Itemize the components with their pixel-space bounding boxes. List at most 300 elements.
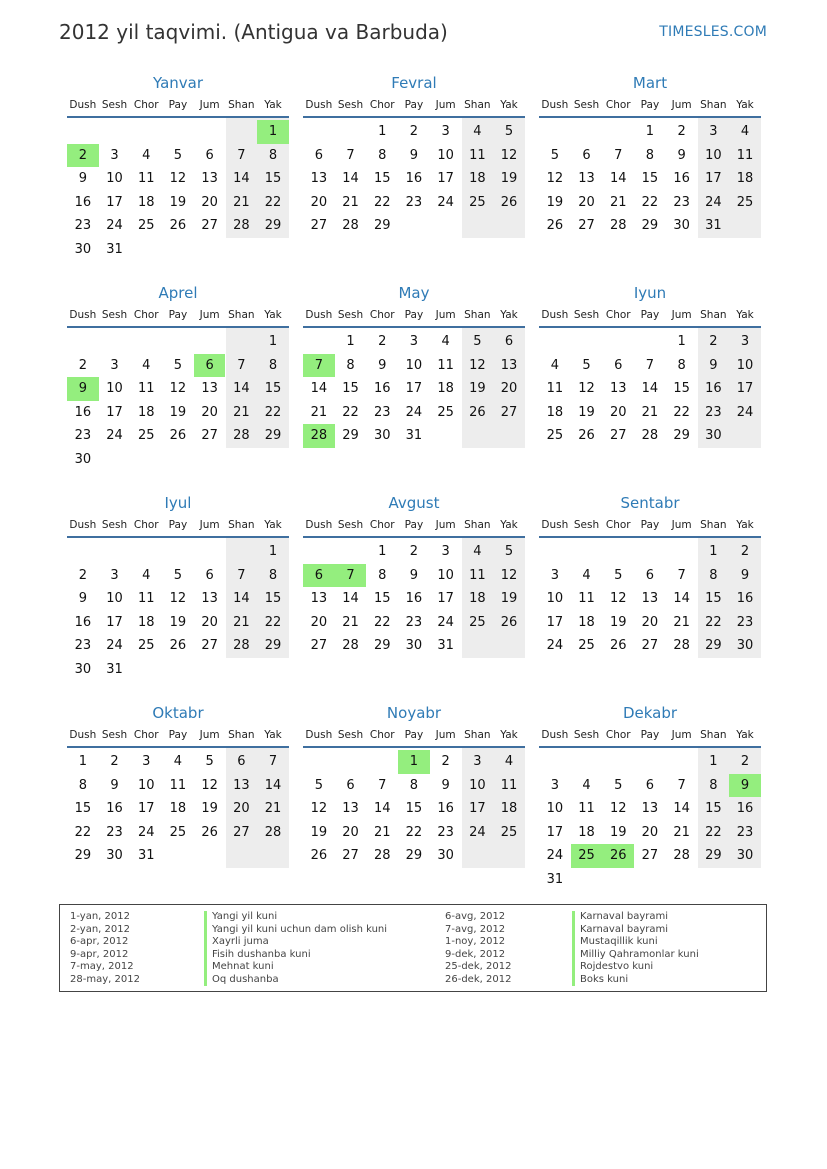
day-cell: 26 — [500, 194, 518, 210]
day-cell: 3 — [441, 124, 450, 139]
month-name: May — [398, 284, 430, 302]
day-cell: 9 — [78, 591, 87, 606]
day-cell: 14 — [342, 171, 359, 186]
day-cell: 24 — [106, 428, 123, 443]
weekday-name: Sesh — [337, 729, 364, 741]
weekday-header — [539, 306, 761, 328]
day-cell: 22 — [74, 824, 92, 840]
day-cell: 26 — [201, 824, 218, 840]
day-cell: 13 — [500, 357, 518, 373]
day-cell: 21 — [342, 614, 359, 630]
day-cell: 24 — [469, 824, 486, 840]
day-cell: 14 — [673, 591, 690, 606]
day-cell: 12 — [201, 777, 218, 793]
day-cell: 8 — [268, 147, 278, 163]
day-cell: 7 — [677, 567, 686, 583]
day-cell: 8 — [409, 777, 419, 793]
day-cell: 16 — [74, 614, 92, 630]
day-cell: 29 — [373, 638, 391, 653]
day-cell: 22 — [264, 194, 282, 210]
day-cell: 11 — [137, 171, 155, 186]
day-cell: 22 — [673, 404, 690, 420]
day-cell: 18 — [169, 801, 187, 816]
day-cell: 14 — [233, 171, 250, 186]
day-cell: 23 — [106, 824, 123, 840]
day-cell: 31 — [137, 848, 155, 863]
day-cell: 12 — [469, 357, 486, 373]
day-cell: 5 — [550, 147, 559, 163]
legend-date: 7-avg, 2012 — [445, 923, 506, 935]
day-cell: 17 — [137, 801, 155, 816]
month-5 — [539, 284, 761, 472]
month-name: Iyul — [164, 494, 192, 512]
weekday-name: Shan — [700, 519, 727, 531]
day-cell: 26 — [310, 848, 328, 863]
day-cell: 21 — [310, 404, 328, 420]
legend-holiday-name: Rojdestvo kuni — [572, 961, 699, 974]
legend-dates-left — [70, 911, 140, 986]
day-cell: 19 — [609, 614, 627, 630]
day-cell: 1 — [378, 544, 387, 559]
weekday-header — [67, 96, 289, 118]
weekday-name: Chor — [605, 519, 631, 531]
weekday-name: Sesh — [337, 99, 364, 111]
day-cell: 18 — [137, 404, 155, 420]
legend-holiday-name: Karnaval bayrami — [572, 911, 699, 924]
day-cell: 8 — [378, 147, 387, 163]
day-cell: 3 — [110, 357, 119, 373]
legend-date: 9-dek, 2012 — [445, 948, 506, 960]
day-cell: 25 — [137, 428, 155, 443]
day-cell: 10 — [106, 381, 123, 396]
day-cell: 15 — [373, 591, 391, 606]
day-cell: 4 — [142, 567, 151, 583]
day-cell: 15 — [705, 801, 722, 816]
holiday-day-cell: 6 — [303, 564, 335, 588]
day-cell: 10 — [736, 357, 754, 373]
legend-date: 25-dek, 2012 — [445, 961, 512, 972]
day-cell: 14 — [609, 171, 627, 186]
holiday-day-cell: 1 — [257, 120, 289, 144]
day-cell: 24 — [736, 404, 754, 420]
legend-holiday-name: Mehnat kuni — [204, 961, 387, 974]
weekday-name: Dush — [305, 519, 333, 531]
day-cell: 19 — [500, 591, 518, 606]
day-cell: 7 — [645, 357, 655, 373]
legend-holiday-name: Milliy Qahramonlar kuni — [572, 949, 699, 962]
weekday-name: Sesh — [101, 519, 128, 531]
day-cell: 16 — [373, 381, 391, 396]
day-cell: 5 — [614, 567, 623, 583]
day-cell: 30 — [373, 428, 391, 443]
day-cell: 3 — [409, 334, 419, 349]
day-cell: 27 — [201, 638, 218, 653]
weekday-name: Sesh — [337, 309, 364, 321]
day-cell: 8 — [677, 357, 686, 373]
holiday-day-cell: 7 — [303, 354, 335, 378]
day-cell: 21 — [673, 614, 690, 630]
holiday-day-cell: 9 — [729, 774, 761, 798]
weekday-name: Dush — [69, 309, 97, 321]
day-cell: 1 — [268, 334, 278, 349]
weekday-name: Sesh — [573, 99, 600, 111]
day-cell: 1 — [378, 124, 387, 139]
day-cell: 20 — [342, 824, 359, 840]
month-8 — [539, 494, 761, 682]
day-cell: 4 — [173, 754, 183, 769]
month-11 — [539, 704, 761, 892]
holiday-day-cell: 9 — [67, 377, 99, 401]
day-cell: 17 — [469, 801, 486, 816]
day-cell: 12 — [169, 381, 187, 396]
legend-date: 1-yan, 2012 — [70, 911, 130, 922]
day-cell: 11 — [736, 147, 754, 163]
day-cell: 4 — [582, 567, 591, 583]
day-cell: 6 — [237, 754, 246, 769]
day-cell: 16 — [705, 381, 722, 396]
day-cell: 6 — [645, 567, 655, 583]
weekday-name: Yak — [500, 309, 518, 321]
day-cell: 25 — [437, 404, 454, 420]
day-cell: 3 — [142, 754, 151, 769]
day-cell: 23 — [736, 824, 754, 840]
day-cell: 27 — [578, 218, 595, 233]
weekday-name: Dush — [541, 729, 569, 741]
day-cell: 17 — [736, 381, 754, 396]
day-cell: 8 — [709, 567, 718, 583]
day-cell: 15 — [264, 381, 282, 396]
day-grid — [303, 748, 525, 892]
legend-date: 6-avg, 2012 — [445, 911, 506, 922]
day-cell: 21 — [264, 801, 282, 816]
day-cell: 6 — [645, 777, 655, 793]
weekday-name: Jum — [199, 99, 220, 111]
weekday-name: Shan — [464, 309, 491, 321]
day-cell: 30 — [736, 848, 754, 863]
day-cell: 23 — [673, 194, 690, 210]
day-cell: 20 — [609, 404, 627, 420]
day-cell: 2 — [677, 124, 686, 139]
weekday-name: Jum — [199, 309, 220, 321]
day-cell: 23 — [405, 194, 423, 210]
weekday-name: Yak — [500, 519, 518, 531]
weekday-name: Pay — [404, 519, 424, 531]
day-cell: 15 — [264, 591, 282, 606]
day-cell: 29 — [342, 428, 359, 443]
holiday-legend — [59, 904, 767, 992]
day-cell: 5 — [173, 147, 183, 163]
day-cell: 4 — [441, 334, 450, 349]
day-cell: 13 — [201, 381, 218, 396]
day-cell: 7 — [677, 777, 686, 793]
day-cell: 17 — [546, 824, 564, 840]
day-cell: 29 — [641, 218, 659, 233]
day-cell: 23 — [74, 218, 92, 233]
weekday-name: Dush — [305, 729, 333, 741]
day-cell: 4 — [740, 124, 750, 139]
day-cell: 19 — [609, 824, 627, 840]
day-cell: 10 — [705, 147, 722, 163]
day-cell: 31 — [405, 428, 423, 443]
day-grid — [539, 748, 761, 892]
day-cell: 25 — [546, 428, 564, 443]
day-cell: 25 — [500, 824, 518, 840]
day-cell: 6 — [346, 777, 355, 793]
day-cell: 28 — [609, 218, 627, 233]
day-cell: 2 — [709, 334, 718, 349]
day-cell: 16 — [405, 171, 423, 186]
day-cell: 12 — [578, 381, 595, 396]
day-cell: 10 — [437, 147, 454, 163]
month-name: Oktabr — [152, 704, 204, 722]
month-2 — [539, 74, 761, 262]
weekday-name: Chor — [605, 309, 631, 321]
day-cell: 11 — [500, 777, 518, 793]
weekday-name: Yak — [500, 729, 518, 741]
month-name: Fevral — [391, 74, 437, 92]
weekday-header — [539, 516, 761, 538]
weekday-name: Jum — [671, 309, 692, 321]
weekday-header — [67, 516, 289, 538]
day-cell: 13 — [233, 777, 250, 793]
day-cell: 2 — [78, 567, 87, 583]
day-cell: 10 — [137, 777, 155, 793]
day-cell: 15 — [705, 591, 722, 606]
day-cell: 19 — [578, 404, 595, 420]
day-cell: 5 — [504, 124, 514, 139]
weekday-name: Jum — [671, 99, 692, 111]
day-cell: 5 — [582, 357, 591, 373]
day-cell: 10 — [106, 591, 123, 606]
day-cell: 3 — [550, 777, 559, 793]
day-cell: 13 — [201, 171, 218, 186]
day-cell: 26 — [469, 404, 486, 420]
page-title: 2012 yil taqvimi. (Antigua va Barbuda) — [59, 20, 448, 44]
day-cell: 7 — [378, 777, 387, 793]
day-cell: 28 — [264, 824, 282, 840]
day-cell: 5 — [173, 357, 183, 373]
day-grid — [539, 328, 761, 472]
day-cell: 19 — [546, 194, 564, 210]
day-cell: 29 — [705, 848, 722, 863]
day-cell: 5 — [205, 754, 214, 769]
day-cell: 12 — [500, 147, 518, 163]
legend-date: 6-apr, 2012 — [70, 936, 129, 947]
day-cell: 21 — [233, 614, 250, 630]
day-cell: 27 — [310, 638, 328, 653]
day-cell: 22 — [264, 404, 282, 420]
day-cell: 16 — [106, 801, 123, 816]
day-cell: 30 — [106, 848, 123, 863]
day-cell: 15 — [264, 171, 282, 186]
day-cell: 9 — [378, 357, 387, 373]
day-cell: 18 — [578, 614, 595, 630]
weekday-name: Yak — [736, 309, 754, 321]
weekday-name: Chor — [369, 519, 395, 531]
day-cell: 27 — [500, 404, 518, 420]
day-cell: 31 — [106, 661, 123, 677]
day-cell: 4 — [142, 357, 151, 373]
day-cell: 6 — [205, 147, 214, 163]
weekday-name: Yak — [264, 309, 282, 321]
day-cell: 3 — [473, 754, 482, 769]
day-cell: 22 — [373, 614, 391, 630]
weekday-name: Sesh — [573, 729, 600, 741]
weekday-name: Pay — [168, 519, 188, 531]
day-cell: 25 — [169, 824, 187, 840]
day-cell: 19 — [169, 404, 187, 420]
day-cell: 12 — [169, 591, 187, 606]
day-cell: 13 — [609, 381, 627, 396]
day-cell: 14 — [233, 591, 250, 606]
weekday-name: Jum — [435, 309, 456, 321]
day-cell: 27 — [641, 638, 659, 653]
day-cell: 14 — [641, 381, 659, 396]
weekday-name: Dush — [541, 99, 569, 111]
day-cell: 24 — [405, 404, 423, 420]
legend-holiday-name: Oq dushanba — [204, 974, 387, 987]
day-cell: 28 — [641, 428, 659, 443]
day-cell: 22 — [705, 614, 722, 630]
day-cell: 29 — [264, 638, 282, 653]
day-cell: 29 — [405, 848, 423, 863]
day-cell: 22 — [264, 614, 282, 630]
holiday-day-cell: 28 — [303, 424, 335, 448]
day-cell: 13 — [342, 801, 359, 816]
weekday-name: Pay — [640, 729, 660, 741]
day-cell: 1 — [78, 754, 87, 769]
day-cell: 4 — [582, 777, 591, 793]
day-cell: 17 — [405, 381, 423, 396]
brand-link[interactable]: TIMESLES.COM — [659, 24, 767, 40]
month-6 — [67, 494, 289, 682]
month-name: Noyabr — [386, 704, 442, 722]
weekday-name: Sesh — [101, 309, 128, 321]
day-cell: 18 — [137, 614, 155, 630]
day-cell: 23 — [74, 428, 92, 443]
legend-date: 7-may, 2012 — [70, 961, 134, 972]
day-cell: 12 — [500, 567, 518, 583]
weekday-name: Sesh — [573, 309, 600, 321]
day-cell: 6 — [314, 147, 323, 163]
day-cell: 19 — [310, 824, 328, 840]
weekday-name: Shan — [464, 729, 491, 741]
weekday-name: Yak — [500, 99, 518, 111]
day-cell: 29 — [373, 218, 391, 233]
day-cell: 18 — [546, 404, 564, 420]
day-cell: 3 — [740, 334, 750, 349]
day-grid — [67, 538, 289, 682]
day-cell: 7 — [237, 357, 246, 373]
day-cell: 7 — [346, 147, 355, 163]
weekday-header — [539, 96, 761, 118]
day-cell: 18 — [469, 591, 486, 606]
weekday-name: Chor — [369, 309, 395, 321]
day-cell: 27 — [310, 218, 328, 233]
day-cell: 11 — [469, 147, 486, 163]
day-cell: 2 — [409, 124, 419, 139]
day-cell: 19 — [169, 614, 187, 630]
weekday-name: Jum — [671, 729, 692, 741]
weekday-name: Sesh — [337, 519, 364, 531]
legend-holiday-name: Yangi yil kuni uchun dam olish kuni — [204, 924, 387, 937]
day-cell: 5 — [314, 777, 323, 793]
weekday-name: Dush — [69, 729, 97, 741]
weekday-name: Pay — [404, 729, 424, 741]
day-cell: 29 — [264, 218, 282, 233]
month-name: Avgust — [388, 494, 440, 512]
day-cell: 6 — [205, 567, 214, 583]
day-cell: 8 — [709, 777, 718, 793]
weekday-name: Yak — [736, 99, 754, 111]
day-cell: 26 — [609, 638, 627, 653]
day-cell: 21 — [233, 404, 250, 420]
weekday-name: Dush — [69, 519, 97, 531]
day-cell: 21 — [342, 194, 359, 210]
day-cell: 1 — [709, 544, 718, 559]
day-cell: 2 — [409, 544, 419, 559]
weekday-name: Pay — [404, 309, 424, 321]
day-cell: 15 — [74, 801, 92, 816]
day-cell: 1 — [677, 334, 686, 349]
day-cell: 16 — [736, 801, 754, 816]
day-grid — [67, 118, 289, 262]
weekday-name: Chor — [369, 729, 395, 741]
day-cell: 28 — [673, 848, 690, 863]
weekday-name: Sesh — [101, 99, 128, 111]
month-10 — [303, 704, 525, 892]
day-cell: 29 — [705, 638, 722, 653]
day-grid — [303, 538, 525, 682]
day-cell: 18 — [137, 194, 155, 210]
month-4 — [303, 284, 525, 472]
weekday-name: Sesh — [101, 729, 128, 741]
day-cell: 22 — [705, 824, 722, 840]
day-cell: 21 — [641, 404, 659, 420]
day-cell: 15 — [405, 801, 423, 816]
day-cell: 8 — [378, 567, 387, 583]
day-cell: 27 — [201, 218, 218, 233]
day-cell: 27 — [233, 824, 250, 840]
weekday-name: Shan — [700, 729, 727, 741]
legend-holiday-name: Xayrli juma — [204, 936, 387, 949]
weekday-name: Jum — [435, 729, 456, 741]
day-cell: 8 — [268, 567, 278, 583]
weekday-header — [67, 306, 289, 328]
day-cell: 22 — [641, 194, 659, 210]
weekday-name: Shan — [464, 99, 491, 111]
day-cell: 23 — [736, 614, 754, 630]
day-cell: 20 — [641, 824, 659, 840]
month-name: Yanvar — [152, 74, 204, 92]
weekday-header — [303, 96, 525, 118]
legend-dates-right — [445, 911, 511, 986]
weekday-header — [539, 726, 761, 748]
weekday-name: Dush — [305, 309, 333, 321]
day-cell: 17 — [106, 614, 123, 630]
day-cell: 17 — [705, 171, 722, 186]
day-grid — [303, 118, 525, 262]
day-cell: 26 — [500, 614, 518, 630]
weekday-name: Shan — [700, 99, 727, 111]
holiday-day-cell: 26 — [602, 844, 634, 868]
day-cell: 25 — [469, 194, 486, 210]
day-cell: 2 — [740, 544, 750, 559]
day-cell: 11 — [578, 591, 595, 606]
legend-holiday-name: Fisih dushanba kuni — [204, 949, 387, 962]
day-cell: 24 — [106, 638, 123, 653]
day-cell: 13 — [201, 591, 218, 606]
